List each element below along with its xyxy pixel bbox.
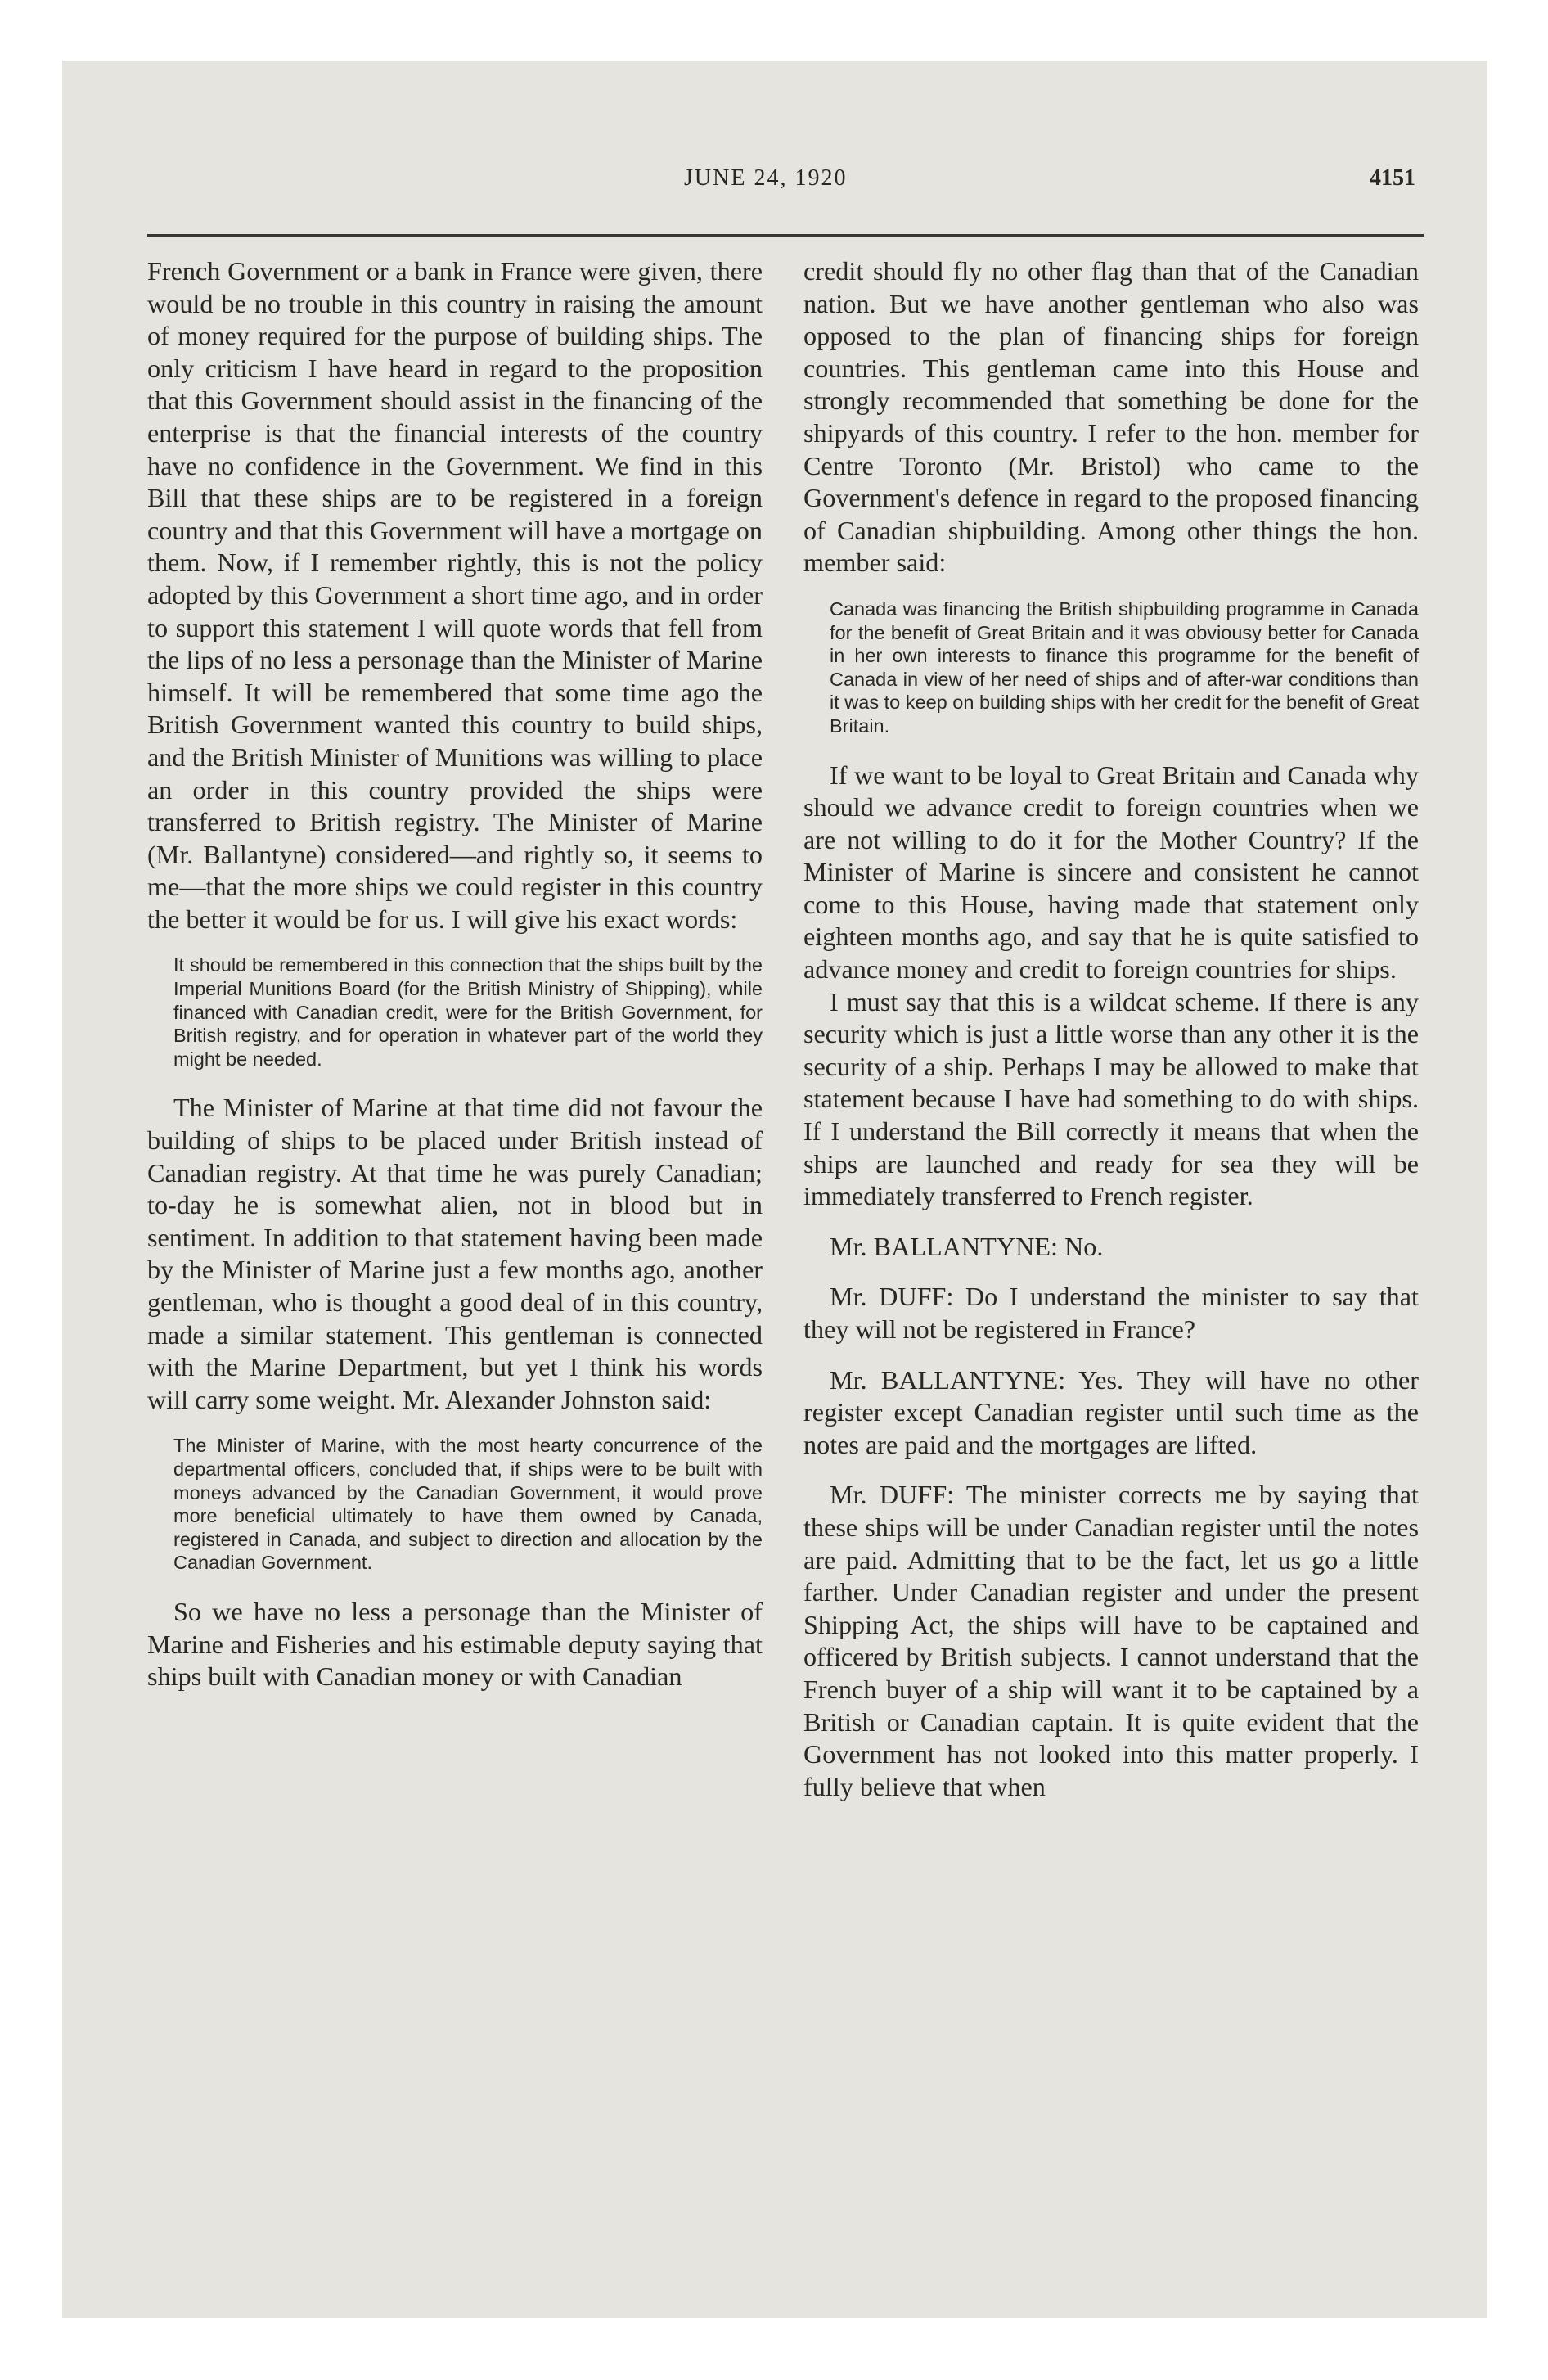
left-paragraph-2: The Minister of Marine at that time did not favour the building of ships to be placed under British instead of Canadian registry. At that time he was purely Canadian; to-day he is somewhat alien, not in blood but in sentiment. In addition to that statement having been made by the Minister of Marine just a few months ago, another gentleman, who is thought a good deal of in this country, made a similar statement. This gentleman is connected with the Marine Department, but yet I think his words will carry some weight. Mr. Alexander Johnston said: [147, 1093, 763, 1414]
page-number: 4151 [1370, 165, 1415, 191]
speaker-ballantyne-2: Mr. BALLANTYNE: Yes. They will have no other register except Canadian register until such time as the notes are paid and the mortgages are lifted. [803, 1364, 1419, 1459]
speaker-ballantyne-1: Mr. BALLANTYNE: No. [830, 1231, 1104, 1261]
left-paragraph-3: So we have no less a personage than the Minister of Marine and Fisheries and his estimable deputy saying that ships built with Canadian money or with Canadian [147, 1596, 763, 1692]
left-column [147, 255, 763, 1693]
left-quote-1: It should be remembered in this connection that the ships built by the Imperial Munitions Board (for the British Ministry of Shipping), while financed with Canadian credit, were for the British Government, for British registry, and for operation in whatever part of the world they might be needed. [173, 954, 763, 1070]
left-paragraph-1: French Government or a bank in France were given, there would be no trouble in this country in raising the amount of money required for the purpose of building ships. The only criticism I have heard in regard to the proposition that this Government should assist in the financing of the enterprise is that the financial interests of the country have no confidence in the Government. We find in this Bill that these ships are to be registered in a foreign country and that this Government will have a mortgage on them. Now, if I remember rightly, this is not the policy adopted by this Government a short time ago, and in order to support this statement I will quote words that fell from the lips of no less a personage than the Minister of Marine himself. It will be remembered that some time ago the British Government wanted this country to build ships, and the British Minister of Munitions was willing to place an order in this country provided the ships were transferred to British registry. The Minister of Marine (Mr. Ballantyne) considered—and rightly so, it seems to me—that the more ships we could register in this country the better it would be for us. I will give his exact words: [147, 256, 763, 934]
speaker-duff-2: Mr. DUFF: The minister corrects me by saying that these ships will be under Canadian register until the notes are paid. Admitting that to be the fact, let us go a little farther. Under Canadian register and under the present Shipping Act, the ships will have to be captained and officered by British subjects. I cannot understand that the French buyer of a ship will want it to be captained by a British or Canadian captain. It is quite evident that the Government has not looked into this matter properly. I fully believe that when [803, 1480, 1419, 1801]
right-paragraph-3: I must say that this is a wildcat scheme. If there is any security which is just a little worse than any other it is the security of a ship. Perhaps I may be allowed to make that statement because I have had something to do with ships. If I understand the Bill correctly it means that when the ships are launched and ready for sea they will be immediately transferred to French register. [803, 986, 1419, 1211]
speaker-duff-1: Mr. DUFF: Do I understand the minister to say that they will not be registered in France? [803, 1282, 1419, 1344]
left-quote-2: The Minister of Marine, with the most hearty concurrence of the departmental officers, concluded that, if ships were to be built with moneys advanced by the Canadian Government, it would prove more beneficial ultimately to have them owned by Canada, registered in Canada, and subject to direction and allocation by the Canadian Government. [173, 1435, 763, 1574]
right-column [803, 255, 1419, 1803]
right-paragraph-1: credit should fly no other flag than that of the Canadian nation. But we have another gentleman who also was opposed to the plan of financing ships for foreign countries. This gentleman came into this House and strongly recommended that something be done for the shipyards of this country. I refer to the hon. member for Centre Toronto (Mr. Bristol) who came to the Government's defence in regard to the proposed financing of Canadian shipbuilding. Among other things the hon. member said: [803, 256, 1419, 578]
header-date: JUNE 24, 1920 [684, 165, 848, 191]
right-paragraph-2: If we want to be loyal to Great Britain and Canada why should we advance credit to foreign countries when we are not willing to do it for the Mother Country? If the Minister of Marine is sincere and consistent he cannot come to this House, having made that statement only eighteen months ago, and say that he is quite satisfied to advance money and credit to foreign countries for ships. [803, 760, 1419, 985]
right-quote: Canada was financing the British shipbuilding programme in Canada for the benefit of Great Britain and it was obviousy better for Canada in her own interests to finance this programme for the benefit of Canada in view of her need of ships and of after-war conditions than it was to keep on building ships with her credit for the benefit of Great Britain. [830, 597, 1419, 737]
page-header [62, 165, 1487, 198]
header-rule [147, 234, 1424, 237]
